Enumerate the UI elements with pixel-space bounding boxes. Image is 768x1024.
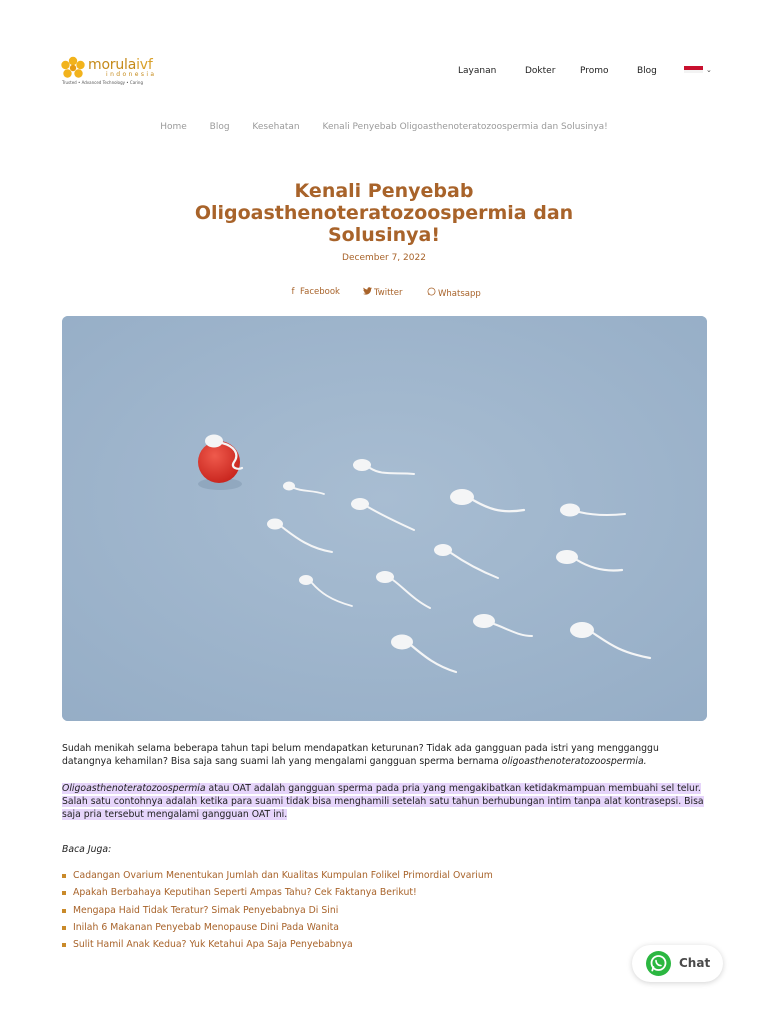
chat-label: Chat <box>679 956 711 970</box>
chat-button[interactable] <box>632 945 723 982</box>
main-nav <box>0 66 768 80</box>
site-header <box>0 0 768 110</box>
list-item <box>62 887 493 904</box>
read-also-link[interactable]: Sulit Hamil Anak Kedua? Yuk Ketahui Apa Saja Penyebabnya <box>73 939 353 951</box>
twitter-icon <box>362 287 372 298</box>
list-item <box>62 922 493 939</box>
article-paragraph-1 <box>62 742 707 768</box>
list-item <box>62 939 493 956</box>
brand-name: morulaivf <box>88 57 153 73</box>
share-whatsapp-label: Whatsapp <box>438 289 481 299</box>
read-also-link[interactable]: Cadangan Ovarium Menentukan Jumlah dan Kualitas Kumpulan Folikel Primordial Ovarium <box>73 870 493 881</box>
share-bar <box>0 287 768 301</box>
list-item <box>62 905 493 922</box>
read-also-link[interactable]: Inilah 6 Makanan Penyebab Menopause Dini Pada Wanita <box>73 921 339 933</box>
brand-tagline: Trusted • Advanced Technology • Caring <box>62 80 144 85</box>
breadcrumb-home[interactable]: Home <box>160 122 187 132</box>
nav-layanan[interactable]: Layanan <box>458 66 497 76</box>
article-title: Kenali Penyebab Oligoasthenoteratozoospermia dan Solusinya! <box>194 180 574 246</box>
nav-promo[interactable]: Promo <box>580 66 609 76</box>
nav-blog[interactable]: Blog <box>637 66 657 76</box>
breadcrumb-current: Kenali Penyebab Oligoasthenoteratozoospermia dan Solusinya! <box>322 122 608 132</box>
share-facebook-label: Facebook <box>300 287 340 297</box>
list-item <box>62 870 493 887</box>
share-twitter-label: Twitter <box>374 288 403 298</box>
sperm-and-egg-illustration <box>62 316 707 721</box>
article-hero-image <box>62 316 707 721</box>
share-facebook[interactable] <box>288 287 340 297</box>
breadcrumb <box>0 122 768 132</box>
paragraph-2-text: atau OAT adalah gangguan sperma pada pria yang mengakibatkan ketidakmampuan membuahi sel telur. Salah satu contohnya adalah ketika para suami tidak bisa menghamili setelah satu tahun berhubungan intim tanpa alat kontrasepsi. Bisa saja pria tersebut mengalami gangguan OAT ini. <box>62 783 704 820</box>
paragraph-1-text: Sudah menikah selama beberapa tahun tapi belum mendapatkan keturunan? Tidak ada gangguan pada istri yang mengganggu datangnya kehamilan? Bisa saja sang suami lah yang mengalami gangguan sperma bernama <box>62 743 659 767</box>
read-also-link[interactable]: Apakah Berbahaya Keputihan Seperti Ampas Tahu? Cek Faktanya Berikut! <box>73 887 417 899</box>
brand-sub: indonesia <box>106 71 157 78</box>
article-paragraph-2 <box>62 782 707 821</box>
whatsapp-icon <box>426 287 436 299</box>
chevron-down-icon: ⌄ <box>706 66 712 74</box>
paragraph-2-term: Oligoasthenoteratozoospermia <box>62 783 206 794</box>
indonesia-flag-icon <box>684 66 703 73</box>
paragraph-1-term: oligoasthenoteratozoospermia. <box>501 756 647 767</box>
read-also-list <box>62 870 493 956</box>
whatsapp-icon <box>646 951 671 976</box>
language-selector[interactable] <box>684 66 714 78</box>
breadcrumb-kesehatan[interactable]: Kesehatan <box>252 122 300 132</box>
read-also-link[interactable]: Mengapa Haid Tidak Teratur? Simak Penyebabnya Di Sini <box>73 904 339 916</box>
facebook-icon: f <box>291 287 295 297</box>
read-also-label: Baca Juga: <box>62 844 112 855</box>
share-whatsapp[interactable] <box>426 287 481 299</box>
share-twitter[interactable] <box>362 287 403 298</box>
article-date: December 7, 2022 <box>342 253 426 263</box>
breadcrumb-blog[interactable]: Blog <box>209 122 230 132</box>
nav-dokter[interactable]: Dokter <box>525 66 556 76</box>
